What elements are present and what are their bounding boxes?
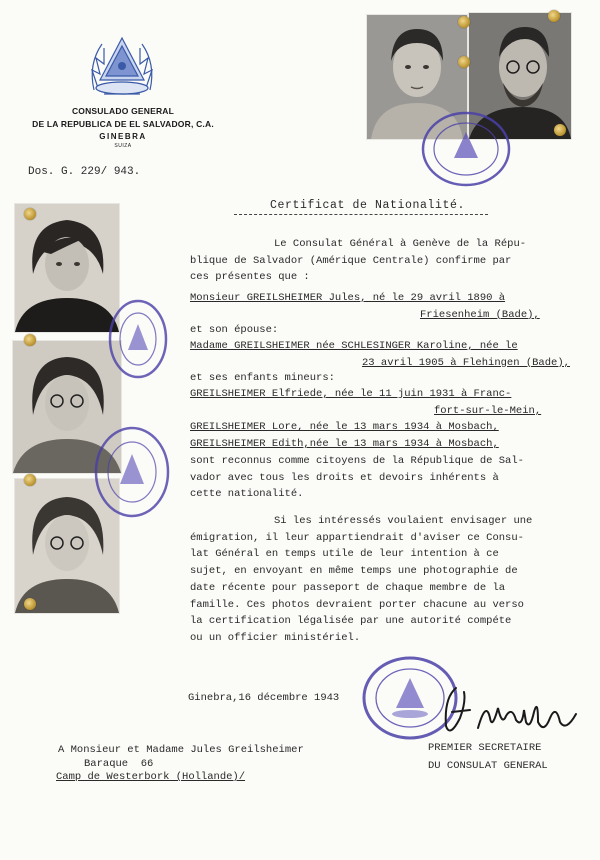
signatory-title-line: DU CONSULAT GENERAL <box>428 760 548 772</box>
photo-pin <box>24 598 36 610</box>
photo-pin <box>554 124 566 136</box>
husband-line: Monsieur GREILSHEIMER Jules, né le 29 avril 1890 à <box>190 292 506 304</box>
children-entries <box>190 386 541 453</box>
recognition-paragraph <box>190 453 524 503</box>
wife-entry <box>190 338 570 371</box>
emigration-line: ou un officier ministériel. <box>190 631 361 644</box>
emigration-paragraph <box>190 513 532 647</box>
husband-line: Friesenheim (Bade), <box>420 308 540 321</box>
photo-elfriede <box>14 203 120 333</box>
letterhead-line-3: GINEBRA <box>99 132 147 141</box>
intro-paragraph <box>190 236 526 286</box>
letterhead <box>28 106 218 149</box>
letterhead-line-4: SUIZA <box>114 143 132 149</box>
letterhead-line-1: CONSULADO GENERAL <box>71 106 175 116</box>
certificate-title: Certificat de Nationalité. <box>270 199 466 212</box>
photo-pin <box>24 208 36 220</box>
document-reference: Dos. G. 229/ 943. <box>28 166 141 178</box>
children-intro: et ses enfants mineurs: <box>190 372 335 384</box>
child-line: GREILSHEIMER Elfriede, née le 11 juin 1931 à Franc- <box>190 388 512 400</box>
photo-pin <box>548 10 560 22</box>
husband-entry <box>190 290 540 323</box>
title-underline <box>234 214 488 215</box>
emigration-line: lat Général en temps utile de leur intention à ce <box>190 548 499 561</box>
photo-pin <box>458 56 470 68</box>
consulate-stamp <box>108 298 170 380</box>
signature <box>426 678 586 748</box>
signatory-title-line: PREMIER SECRETAIRE <box>428 742 542 754</box>
spouse-intro: et son épouse: <box>190 324 279 336</box>
addressee-line: A Monsieur et Madame Jules Greilsheimer <box>58 744 304 756</box>
addressee <box>58 744 304 785</box>
addressee-line: Camp de Westerbork (Hollande)/ <box>56 771 246 783</box>
emigration-line: date récente pour passeport de chaque membre de la <box>190 581 506 594</box>
wife-line: 23 avril 1905 à Flehingen (Bade), <box>362 356 570 369</box>
emigration-line: famille. Ces photos devraient porter chacune au verso <box>190 598 524 611</box>
photo-pin <box>24 334 36 346</box>
intro-line: ces présentes que : <box>190 271 310 284</box>
child-line: fort-sur-le-Mein, <box>434 404 542 417</box>
emigration-line: émigration, il leur appartiendrait d'aviser ce Consu- <box>190 531 524 544</box>
consulate-stamp <box>420 110 512 188</box>
consulate-stamp <box>92 424 172 520</box>
place-date: Ginebra,16 décembre 1943 <box>188 692 340 704</box>
wife-line: Madame GREILSHEIMER née SCHLESINGER Karoline, née le <box>190 340 518 352</box>
child-line: GREILSHEIMER Edith,née le 13 mars 1934 à Mosbach, <box>190 438 499 451</box>
photo-pin <box>458 16 470 28</box>
intro-line: Le Consulat Général à Genève de la Répu- <box>274 238 527 250</box>
emigration-line: la certification légalisée par une autorité compéte <box>190 615 512 628</box>
recognition-line: cette nationalité. <box>190 488 304 501</box>
intro-line: blique de Salvador (Amérique Centrale) confirme par <box>190 254 512 267</box>
photo-pin <box>24 474 36 486</box>
addressee-line: Baraque 66 <box>84 757 154 770</box>
emigration-line: Si les intéressés voulaient envisager une <box>274 515 533 527</box>
letterhead-line-2: DE LA REPUBLICA DE EL SALVADOR, C.A. <box>32 119 214 129</box>
child-line: GREILSHEIMER Lore, née le 13 mars 1934 à Mosbach, <box>190 421 499 434</box>
coat-of-arms-emblem <box>84 30 160 102</box>
recognition-line: sont reconnus comme citoyens de la République de Sal- <box>190 455 524 467</box>
emigration-line: sujet, en envoyant en même temps une photographie de <box>190 565 518 578</box>
recognition-line: vador avec tous les droits et devoirs inhérents à <box>190 471 499 484</box>
